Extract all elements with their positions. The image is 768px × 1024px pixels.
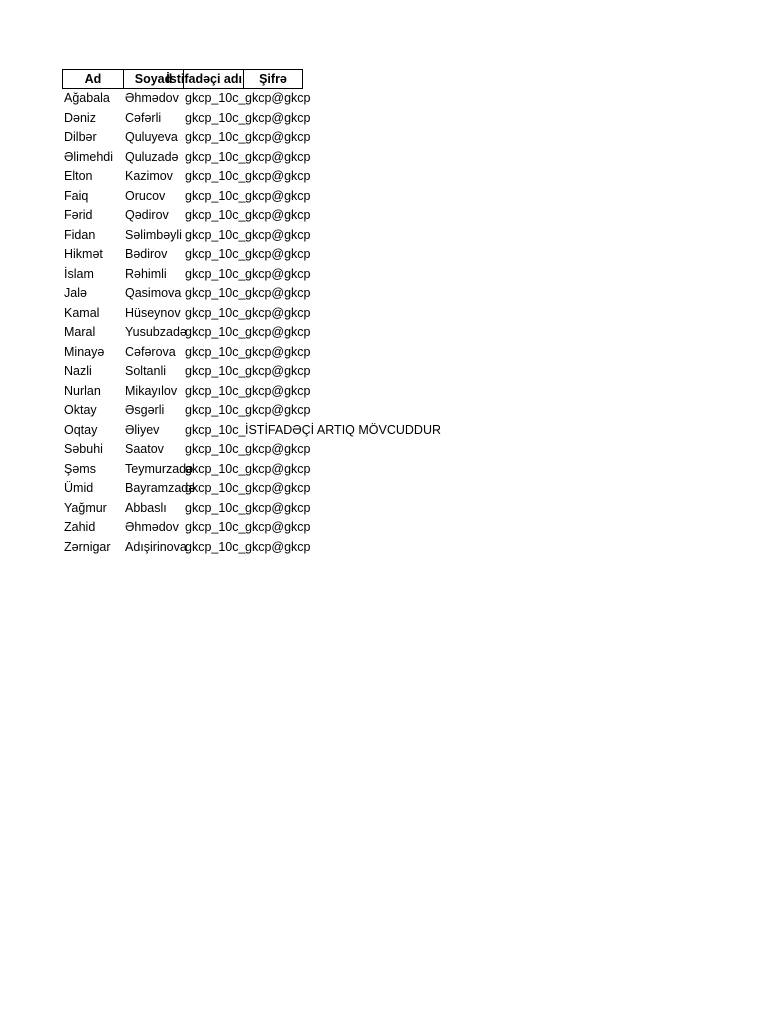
cell-ad[interactable]: Dilbər (64, 130, 97, 145)
cell-soyad[interactable]: Əhmədov (125, 91, 179, 106)
cell-ad[interactable]: Minayə (64, 344, 105, 359)
cell-password[interactable]: gkcp@gkcp (245, 169, 311, 184)
table-row (62, 538, 311, 558)
cell-password[interactable]: gkcp@gkcp (245, 305, 311, 320)
table-row (62, 187, 311, 207)
cell-username[interactable]: gkcp_10c_ (185, 442, 246, 457)
table-row (62, 382, 311, 402)
cell-soyad[interactable]: Mikayılov (125, 383, 178, 398)
cell-password[interactable]: gkcp@gkcp (245, 130, 311, 145)
cell-username[interactable]: gkcp_10c_ (185, 266, 246, 281)
cell-password[interactable]: gkcp@gkcp (245, 403, 311, 418)
cell-ad[interactable]: Yağmur (64, 500, 107, 515)
cell-ad[interactable]: Maral (64, 325, 96, 340)
cell-ad[interactable]: Şəms (64, 461, 96, 476)
cell-ad[interactable]: Fərid (64, 208, 93, 223)
table-row (62, 401, 311, 421)
cell-password[interactable]: gkcp@gkcp (245, 188, 311, 203)
cell-username[interactable]: gkcp_10c_ (185, 500, 246, 515)
cell-soyad[interactable]: Adışirinova (125, 539, 187, 554)
header-row (62, 69, 303, 89)
cell-username[interactable]: gkcp_10c_ (185, 188, 246, 203)
cell-soyad[interactable]: Əhmədov (125, 520, 179, 535)
cell-ad[interactable]: Oqtay (64, 422, 98, 437)
cell-soyad[interactable]: Səlimbəyli (125, 227, 182, 242)
cell-soyad[interactable]: Qədirov (125, 208, 169, 223)
cell-password[interactable]: İSTİFADƏÇİ ARTIQ MÖVCUDDUR (245, 422, 441, 437)
table-row (62, 148, 311, 168)
cell-username[interactable]: gkcp_10c_ (185, 110, 246, 125)
header-cell-soyad[interactable]: Soyad (123, 69, 183, 89)
cell-username[interactable]: gkcp_10c_ (185, 286, 246, 301)
table-row (62, 499, 311, 519)
cell-username[interactable]: gkcp_10c_ (185, 383, 246, 398)
cell-soyad[interactable]: Abbaslı (125, 500, 167, 515)
header-cell-username-text: İstifadəçi adı (166, 72, 242, 86)
cell-password[interactable]: gkcp@gkcp (245, 383, 311, 398)
cell-username[interactable]: gkcp_10c_ (185, 364, 246, 379)
cell-password[interactable]: gkcp@gkcp (245, 500, 311, 515)
cell-password[interactable]: gkcp@gkcp (245, 208, 311, 223)
table-row (62, 128, 311, 148)
cell-ad[interactable]: Fidan (64, 227, 96, 242)
table-row (62, 518, 311, 538)
cell-username[interactable]: gkcp_10c_ (185, 539, 246, 554)
cell-username[interactable]: gkcp_10c_ (185, 305, 246, 320)
cell-username[interactable]: gkcp_10c_ (185, 247, 246, 262)
table-row (62, 284, 311, 304)
cell-password[interactable]: gkcp@gkcp (245, 325, 311, 340)
header-cell-password[interactable]: Şifrə (243, 69, 303, 89)
cell-soyad[interactable]: Yusubzadə (125, 325, 187, 340)
table-row (62, 304, 311, 324)
cell-soyad[interactable]: Orucov (125, 188, 166, 203)
cell-ad[interactable]: Ümid (64, 481, 94, 496)
cell-soyad[interactable]: Cəfərova (125, 344, 176, 359)
cell-ad[interactable]: Əlimehdi (64, 149, 114, 164)
cell-ad[interactable]: Ağabala (64, 91, 110, 106)
cell-password[interactable]: gkcp@gkcp (245, 227, 311, 242)
cell-username[interactable]: gkcp_10c_ (185, 481, 246, 496)
cell-soyad[interactable]: Quluzadə (125, 149, 179, 164)
header-cell-username[interactable] (166, 69, 243, 89)
cell-password[interactable]: gkcp@gkcp (245, 149, 311, 164)
table-row (62, 89, 311, 109)
table-row (62, 109, 311, 129)
cell-soyad[interactable]: Teymurzadə (125, 461, 194, 476)
cell-ad[interactable]: Kamal (64, 305, 100, 320)
cell-ad[interactable]: Nazli (64, 364, 92, 379)
cell-password[interactable]: gkcp@gkcp (245, 286, 311, 301)
data-rows (62, 89, 441, 557)
cell-soyad[interactable]: Quluyeva (125, 130, 178, 145)
cell-password[interactable]: gkcp@gkcp (245, 91, 311, 106)
header-cell-ad[interactable]: Ad (62, 69, 123, 89)
cell-soyad[interactable]: Əsgərli (125, 403, 165, 418)
cell-soyad[interactable]: Cəfərli (125, 110, 162, 125)
table-row (62, 343, 311, 363)
cell-ad[interactable]: Dəniz (64, 110, 96, 125)
table-row (62, 265, 311, 285)
spreadsheet-table (62, 69, 441, 557)
cell-ad[interactable]: Zərnigar (64, 539, 111, 554)
cell-username[interactable]: gkcp_10c_ (185, 403, 246, 418)
cell-soyad[interactable]: Bayramzadə (125, 481, 196, 496)
cell-password[interactable]: gkcp@gkcp (245, 481, 311, 496)
table-row (62, 323, 311, 343)
cell-username[interactable]: gkcp_10c_ (185, 520, 246, 535)
cell-ad[interactable]: Jalə (64, 286, 87, 301)
table-row (62, 245, 311, 265)
cell-soyad[interactable]: Qasimova (125, 286, 182, 301)
cell-ad[interactable]: Elton (64, 169, 93, 184)
cell-ad[interactable]: Oktay (64, 403, 97, 418)
cell-username[interactable]: gkcp_10c_ (185, 461, 246, 476)
cell-ad[interactable]: Nurlan (64, 383, 101, 398)
cell-ad[interactable]: Faiq (64, 188, 89, 203)
cell-password[interactable]: gkcp@gkcp (245, 442, 311, 457)
cell-password[interactable]: gkcp@gkcp (245, 461, 311, 476)
cell-soyad[interactable]: Soltanli (125, 364, 166, 379)
cell-soyad[interactable]: Rəhimli (125, 266, 167, 281)
cell-soyad[interactable]: Əliyev (125, 422, 160, 437)
cell-password[interactable]: gkcp@gkcp (245, 520, 311, 535)
cell-username[interactable]: gkcp_10c_ (185, 344, 246, 359)
cell-ad[interactable]: İslam (64, 266, 94, 281)
cell-ad[interactable]: Hikmət (64, 247, 103, 262)
cell-soyad[interactable]: Kazimov (125, 169, 173, 184)
cell-password[interactable]: gkcp@gkcp (245, 539, 311, 554)
cell-username[interactable]: gkcp_10c_ (185, 227, 246, 242)
cell-password[interactable]: gkcp@gkcp (245, 266, 311, 281)
cell-username[interactable]: gkcp_10c_ (185, 149, 246, 164)
cell-username[interactable]: gkcp_10c_ (185, 422, 246, 437)
cell-password[interactable]: gkcp@gkcp (245, 344, 311, 359)
table-row (62, 362, 311, 382)
cell-soyad[interactable]: Bədirov (125, 247, 168, 262)
table-row (62, 226, 311, 246)
table-row (62, 421, 441, 441)
table-row (62, 479, 311, 499)
cell-password[interactable]: gkcp@gkcp (245, 247, 311, 262)
cell-username[interactable]: gkcp_10c_ (185, 130, 246, 145)
table-row (62, 167, 311, 187)
cell-username[interactable]: gkcp_10c_ (185, 91, 246, 106)
table-row (62, 206, 311, 226)
cell-username[interactable]: gkcp_10c_ (185, 169, 246, 184)
cell-soyad[interactable]: Saatov (125, 442, 164, 457)
cell-username[interactable]: gkcp_10c_ (185, 208, 246, 223)
cell-username[interactable]: gkcp_10c_ (185, 325, 246, 340)
cell-password[interactable]: gkcp@gkcp (245, 364, 311, 379)
table-row (62, 460, 311, 480)
cell-password[interactable]: gkcp@gkcp (245, 110, 311, 125)
cell-ad[interactable]: Zahid (64, 520, 96, 535)
cell-soyad[interactable]: Hüseynov (125, 305, 181, 320)
table-row (62, 440, 311, 460)
cell-ad[interactable]: Səbuhi (64, 442, 103, 457)
